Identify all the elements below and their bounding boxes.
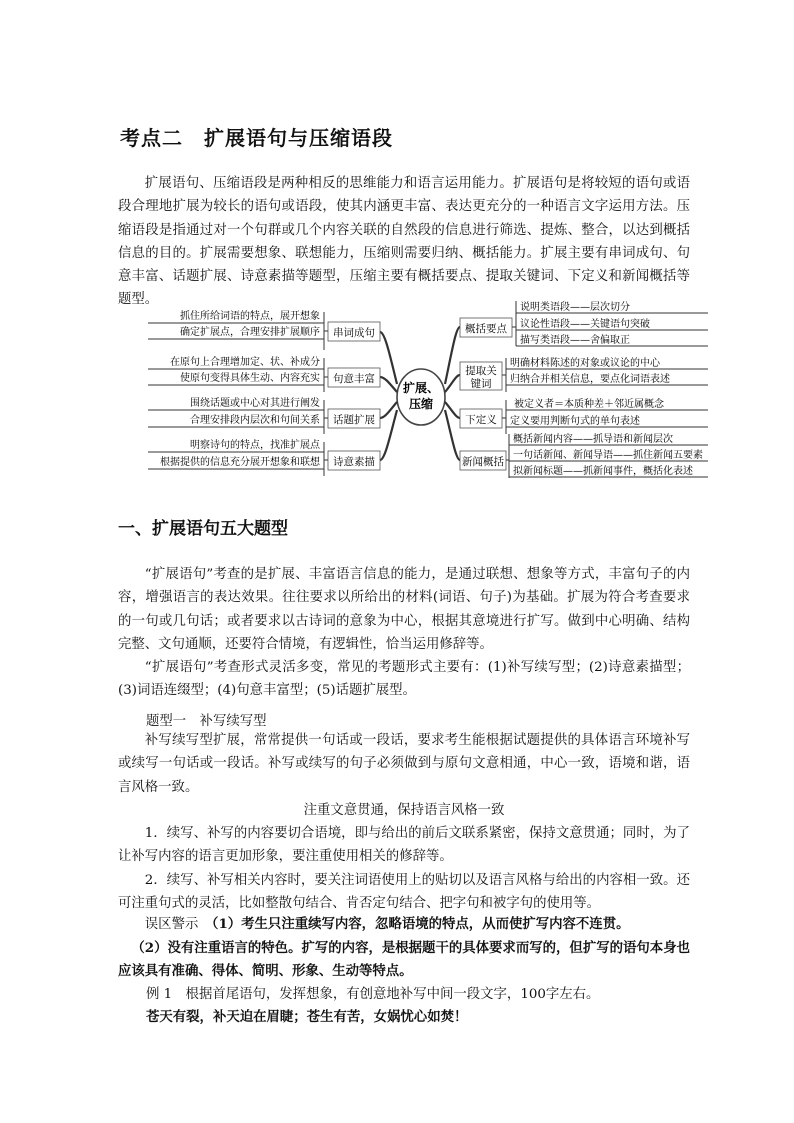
mindmap-left-node-2: [148, 355, 380, 392]
left-node-item: 根据提供的信息充分展开想象和联想: [160, 457, 320, 468]
mindmap-right-node-2: [460, 356, 708, 392]
right-node-label: 新闻概括: [462, 456, 504, 468]
right-node-item: 概括新闻内容——抓导语和新闻层次: [513, 434, 673, 445]
section1-paragraph-2: “扩展语句”考查形式灵活多变，常见的考题形式主要有：(1)补写续写型；(2)诗意素描型；(3)词语连缀型；(4)句意丰富型；(5)话题扩展型。: [118, 660, 690, 699]
mindmap-center-line2: 压缩: [408, 397, 434, 411]
mindmap-left-node-1: [148, 309, 380, 350]
right-node-item: 归纳合并相关信息，要点化词语表述: [510, 374, 670, 385]
example-text: 苍天有裂，补天迫在眉睫；苍生有苦，女娲忧心如焚！: [146, 1009, 468, 1025]
left-node-label: 串词成句: [333, 327, 375, 339]
right-node-label: 键词: [470, 378, 492, 390]
mindmap-right-node-4: [460, 432, 708, 478]
type1-body: [118, 729, 690, 915]
right-node-label: 概括要点: [465, 323, 507, 335]
mindmap-right-node-1: [460, 300, 708, 346]
right-node-label: 提取关: [465, 365, 497, 377]
left-node-item: 使原句变得具体生动、内容充实: [180, 373, 320, 384]
warning-line-1: [118, 913, 690, 937]
warning-text-1: （1）考生只注重续写内容，忽略语境的特点，从而使扩写内容不连贯。: [211, 916, 630, 932]
right-node-item: 拟新闻标题——抓新闻事件，概括化表述: [513, 466, 693, 477]
intro-text: 扩展语句、压缩语段是两种相反的思维能力和语言运用能力。扩展语句是将较短的语句或语段合理地扩展为较长的语句或语段，使其内涵更丰富、表达更充分的一种语言文字运用方法。压缩语段是指通过对一个句群或几个内容关联的自然段的信息进行筛选、提炼、整合，以达到概括信息的目的。扩展需要想象、联想能力，压缩则需要归纳、概括能力。扩展主要有串词成句、句意丰富、话题扩展、诗意素描等题型，压缩主要有概括要点、提取关键词、下定义和新闻概括等题型。: [118, 176, 690, 308]
section1-paragraph-1: “扩展语句”考查的是扩展、丰富语言信息的能力，是通过联想、想象等方式，丰富句子的内容，增强语言的表达效果。往往要求以所给出的材料(词语、句子)为基础。扩展为符合考查要求的一句或几句话；或者要求以古诗词的意象为中心，根据其意境进行扩写。做到中心明确、结构完整、文句通顺，还要符合情境，有逻辑性，恰当运用修辞等。: [118, 567, 690, 652]
warning-label: 误区警示: [144, 917, 199, 932]
intro-paragraph: [118, 172, 690, 312]
left-node-item: 合理安排段内层次和句间关系: [190, 415, 320, 426]
page-title: 考点二 扩展语句与压缩语段: [120, 126, 393, 150]
left-node-item: 围绕话题或中心对其进行阐发: [190, 398, 320, 409]
right-node-label: 下定义: [465, 414, 497, 426]
left-node-label: 句意丰富: [333, 373, 375, 385]
type1-center-heading: 注重文意贯通，保持语言风格一致: [303, 802, 505, 818]
left-node-item: 抓住所给词语的特点，展开想象: [180, 311, 320, 322]
left-node-item: 确定扩展点，合理安排扩展顺序: [180, 327, 320, 338]
right-node-item: 定义要用判断句式的单句表述: [510, 416, 640, 427]
type1-note-2: 2．续写、补写相关内容时，要关注词语使用上的贴切以及语言风格与给出的内容相一致。还可注重句式的灵活，比如整散句结合、肯否定句结合、把字句和被字句的使用等。: [118, 872, 690, 912]
left-node-label: 诗意素描: [333, 456, 375, 468]
mindmap-center-line1: 扩展、: [402, 381, 440, 395]
section-heading: 一、扩展语句五大题型: [118, 519, 288, 539]
warning-text-2: （2）没有注重语言的特色。扩写的内容，是根据题干的具体要求而写的，但扩写的语句本身也应该具有准确、得体、简明、形象、生动等特点。: [118, 939, 690, 979]
example-prompt: 例 1 根据首尾语句，发挥想象，有创意地补写中间一段文字，100字左右。: [146, 987, 600, 1002]
type1-heading: 题型一 补写续写型: [146, 714, 267, 729]
right-node-item: 议论性语段——关键语句突破: [520, 319, 650, 330]
type1-note-1: 1．续写、补写的内容要切合语境，即与给出的前后文联系紧密，保持文意贯通；同时，为了让补写内容的语言更加形象，要注重使用相关的修辞等。: [118, 826, 690, 865]
right-node-item: 被定义者＝本质种差＋邻近属概念: [514, 399, 664, 410]
mindmap-left-node-4: [148, 438, 380, 476]
section1-body: [118, 563, 690, 703]
left-node-item: 明察诗句的特点，找准扩展点: [190, 440, 320, 451]
right-node-item: 明确材料陈述的对象或议论的中心: [510, 358, 660, 369]
mind-map: [140, 296, 712, 478]
left-node-item: 在原句上合理增加定、状、补成分: [170, 357, 320, 368]
right-node-item: 说明类语段——层次切分: [520, 302, 630, 313]
left-node-label: 话题扩展: [333, 414, 375, 426]
mindmap-right-node-3: [460, 397, 708, 434]
type1-paragraph: 补写续写型扩展，常常提供一句话或一段话，要求考生能根据试题提供的具体语言环境补写或续写一句话或一段话。补写或续写的句子必须做到与原句文意相通，中心一致，语境和谐，语言风格一致。: [118, 733, 690, 795]
mistake-warning: [118, 913, 690, 984]
right-node-item: 描写类语段——舍偏取正: [520, 335, 630, 346]
right-node-item: 一句话新闻、新闻导语——抓住新闻五要素: [513, 450, 703, 461]
mindmap-left-node-3: [148, 396, 380, 434]
